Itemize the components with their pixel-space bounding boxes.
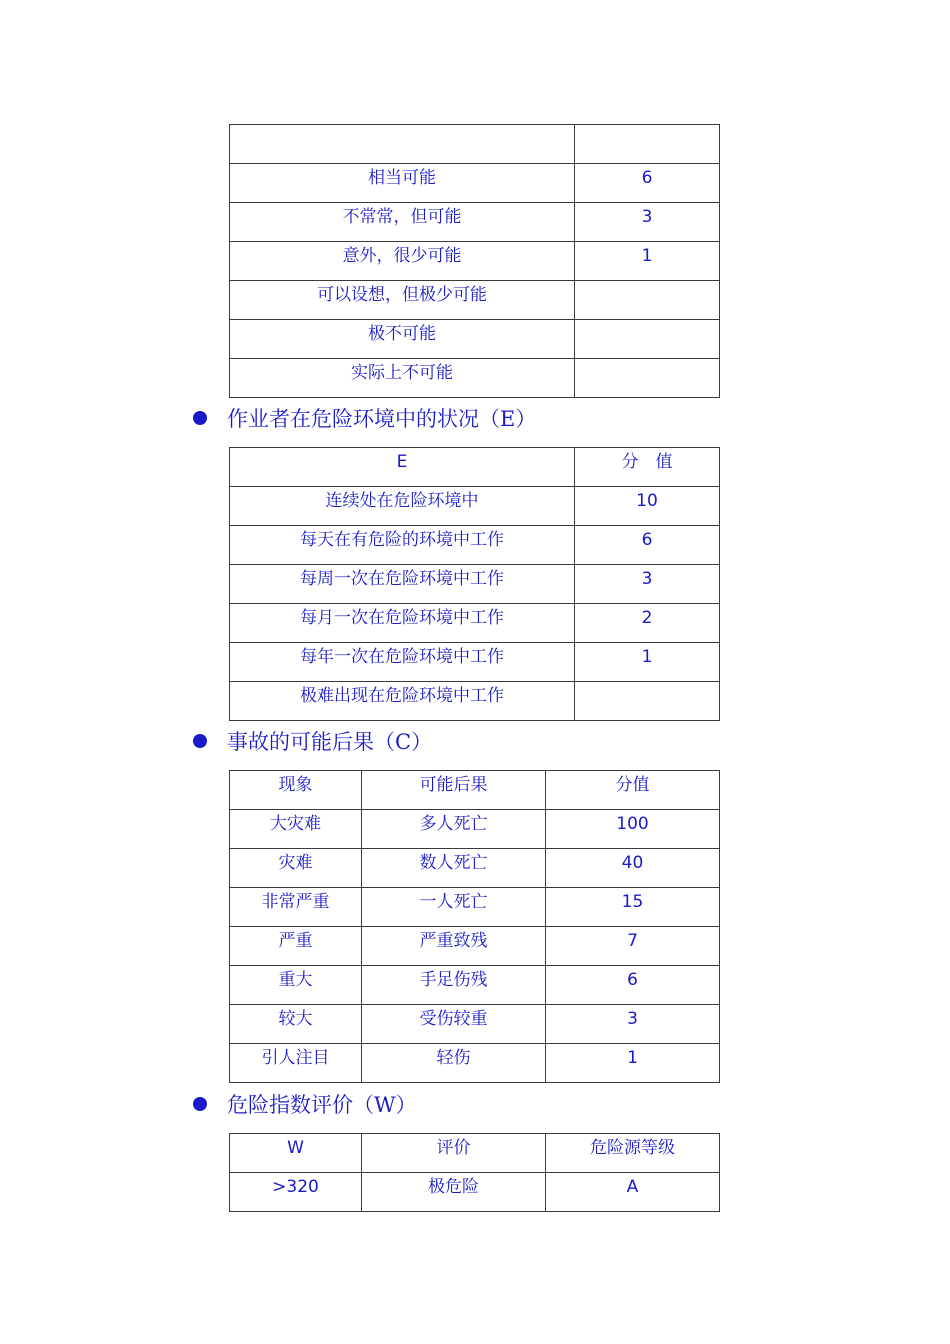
table-cell: 3 (575, 565, 720, 604)
table-cell: 灾难 (230, 849, 362, 888)
heading-text: 危险指数评价（W） (227, 1093, 417, 1117)
table-cell: 受伤较重 (362, 1005, 546, 1044)
table-row (230, 966, 720, 1005)
table-cell: 100 (546, 810, 720, 849)
table-cell: 一人死亡 (362, 888, 546, 927)
table-row (230, 1044, 720, 1083)
table-cell: 6 (546, 966, 720, 1005)
column-header: 分值 (546, 771, 720, 810)
table-cell: 每年一次在危险环境中工作 (230, 643, 575, 682)
table-header-row (230, 1134, 720, 1173)
table-row (230, 927, 720, 966)
table-cell: 极难出现在危险环境中工作 (230, 682, 575, 721)
hazard-index-table (229, 1133, 720, 1212)
table-cell: 40 (546, 849, 720, 888)
table-cell: 实际上不可能 (230, 359, 575, 398)
table-row (230, 888, 720, 927)
table-row (230, 1005, 720, 1044)
table-cell: 1 (546, 1044, 720, 1083)
table-cell: 极危险 (362, 1173, 546, 1212)
table-cell: 意外，很少可能 (230, 242, 575, 281)
table-cell: 6 (575, 164, 720, 203)
table-cell: 连续处在危险环境中 (230, 487, 575, 526)
table-row (230, 682, 720, 721)
table-header-row (230, 448, 720, 487)
table-cell: A (546, 1173, 720, 1212)
table-row (230, 849, 720, 888)
table-cell: 每月一次在危险环境中工作 (230, 604, 575, 643)
table-row (230, 320, 720, 359)
table-header-row (230, 771, 720, 810)
table-row (230, 359, 720, 398)
table-cell: 15 (546, 888, 720, 927)
column-header: E (230, 448, 575, 487)
table-cell: 大灾难 (230, 810, 362, 849)
table-cell: 引人注目 (230, 1044, 362, 1083)
table-row (230, 203, 720, 242)
table-cell: 数人死亡 (362, 849, 546, 888)
column-header: 现象 (230, 771, 362, 810)
table-cell: 手足伤残 (362, 966, 546, 1005)
table-cell (575, 281, 720, 320)
heading-text: 作业者在危险环境中的状况（E） (227, 407, 537, 431)
table-cell: 轻伤 (362, 1044, 546, 1083)
section-heading-w (193, 1091, 417, 1119)
table-cell: 严重 (230, 927, 362, 966)
table-cell: 较大 (230, 1005, 362, 1044)
table-cell: 多人死亡 (362, 810, 546, 849)
table-cell: 每周一次在危险环境中工作 (230, 565, 575, 604)
table-row (230, 526, 720, 565)
column-header: 分 值 (575, 448, 720, 487)
table-row (230, 487, 720, 526)
heading-text: 事故的可能后果（C） (227, 730, 433, 754)
bullet-icon (193, 734, 207, 748)
section-heading-e (193, 405, 536, 433)
table-cell: 非常严重 (230, 888, 362, 927)
table-cell: 不常常，但可能 (230, 203, 575, 242)
table-cell (575, 320, 720, 359)
table-cell (575, 682, 720, 721)
table-row (230, 242, 720, 281)
table-cell: 重大 (230, 966, 362, 1005)
table-row (230, 604, 720, 643)
table-row (230, 565, 720, 604)
table-row (230, 281, 720, 320)
table-row (230, 643, 720, 682)
table-cell: 3 (575, 203, 720, 242)
bullet-icon (193, 1097, 207, 1111)
table-cell: 相当可能 (230, 164, 575, 203)
table-cell: 2 (575, 604, 720, 643)
table-cell: 1 (575, 242, 720, 281)
table-cell: 6 (575, 526, 720, 565)
table-cell: 严重致残 (362, 927, 546, 966)
column-header: 可能后果 (362, 771, 546, 810)
exposure-table (229, 447, 720, 721)
column-header: 危险源等级 (546, 1134, 720, 1173)
column-header: W (230, 1134, 362, 1173)
table-cell: 可以设想，但极少可能 (230, 281, 575, 320)
table-cell (575, 359, 720, 398)
table-cell: 极不可能 (230, 320, 575, 359)
bullet-icon (193, 411, 207, 425)
table-cell: 10 (575, 487, 720, 526)
table-row (230, 810, 720, 849)
section-heading-c (193, 728, 432, 756)
table-cell: >320 (230, 1173, 362, 1212)
table-row (230, 164, 720, 203)
column-header: 评价 (362, 1134, 546, 1173)
table-cell: 7 (546, 927, 720, 966)
table-row (230, 1173, 720, 1212)
table-cell: 每天在有危险的环境中工作 (230, 526, 575, 565)
table-cell (575, 125, 720, 164)
table-cell: 3 (546, 1005, 720, 1044)
table-cell: 1 (575, 643, 720, 682)
table-row (230, 125, 720, 164)
consequence-table (229, 770, 720, 1083)
likelihood-table (229, 124, 720, 398)
table-cell (230, 125, 575, 164)
